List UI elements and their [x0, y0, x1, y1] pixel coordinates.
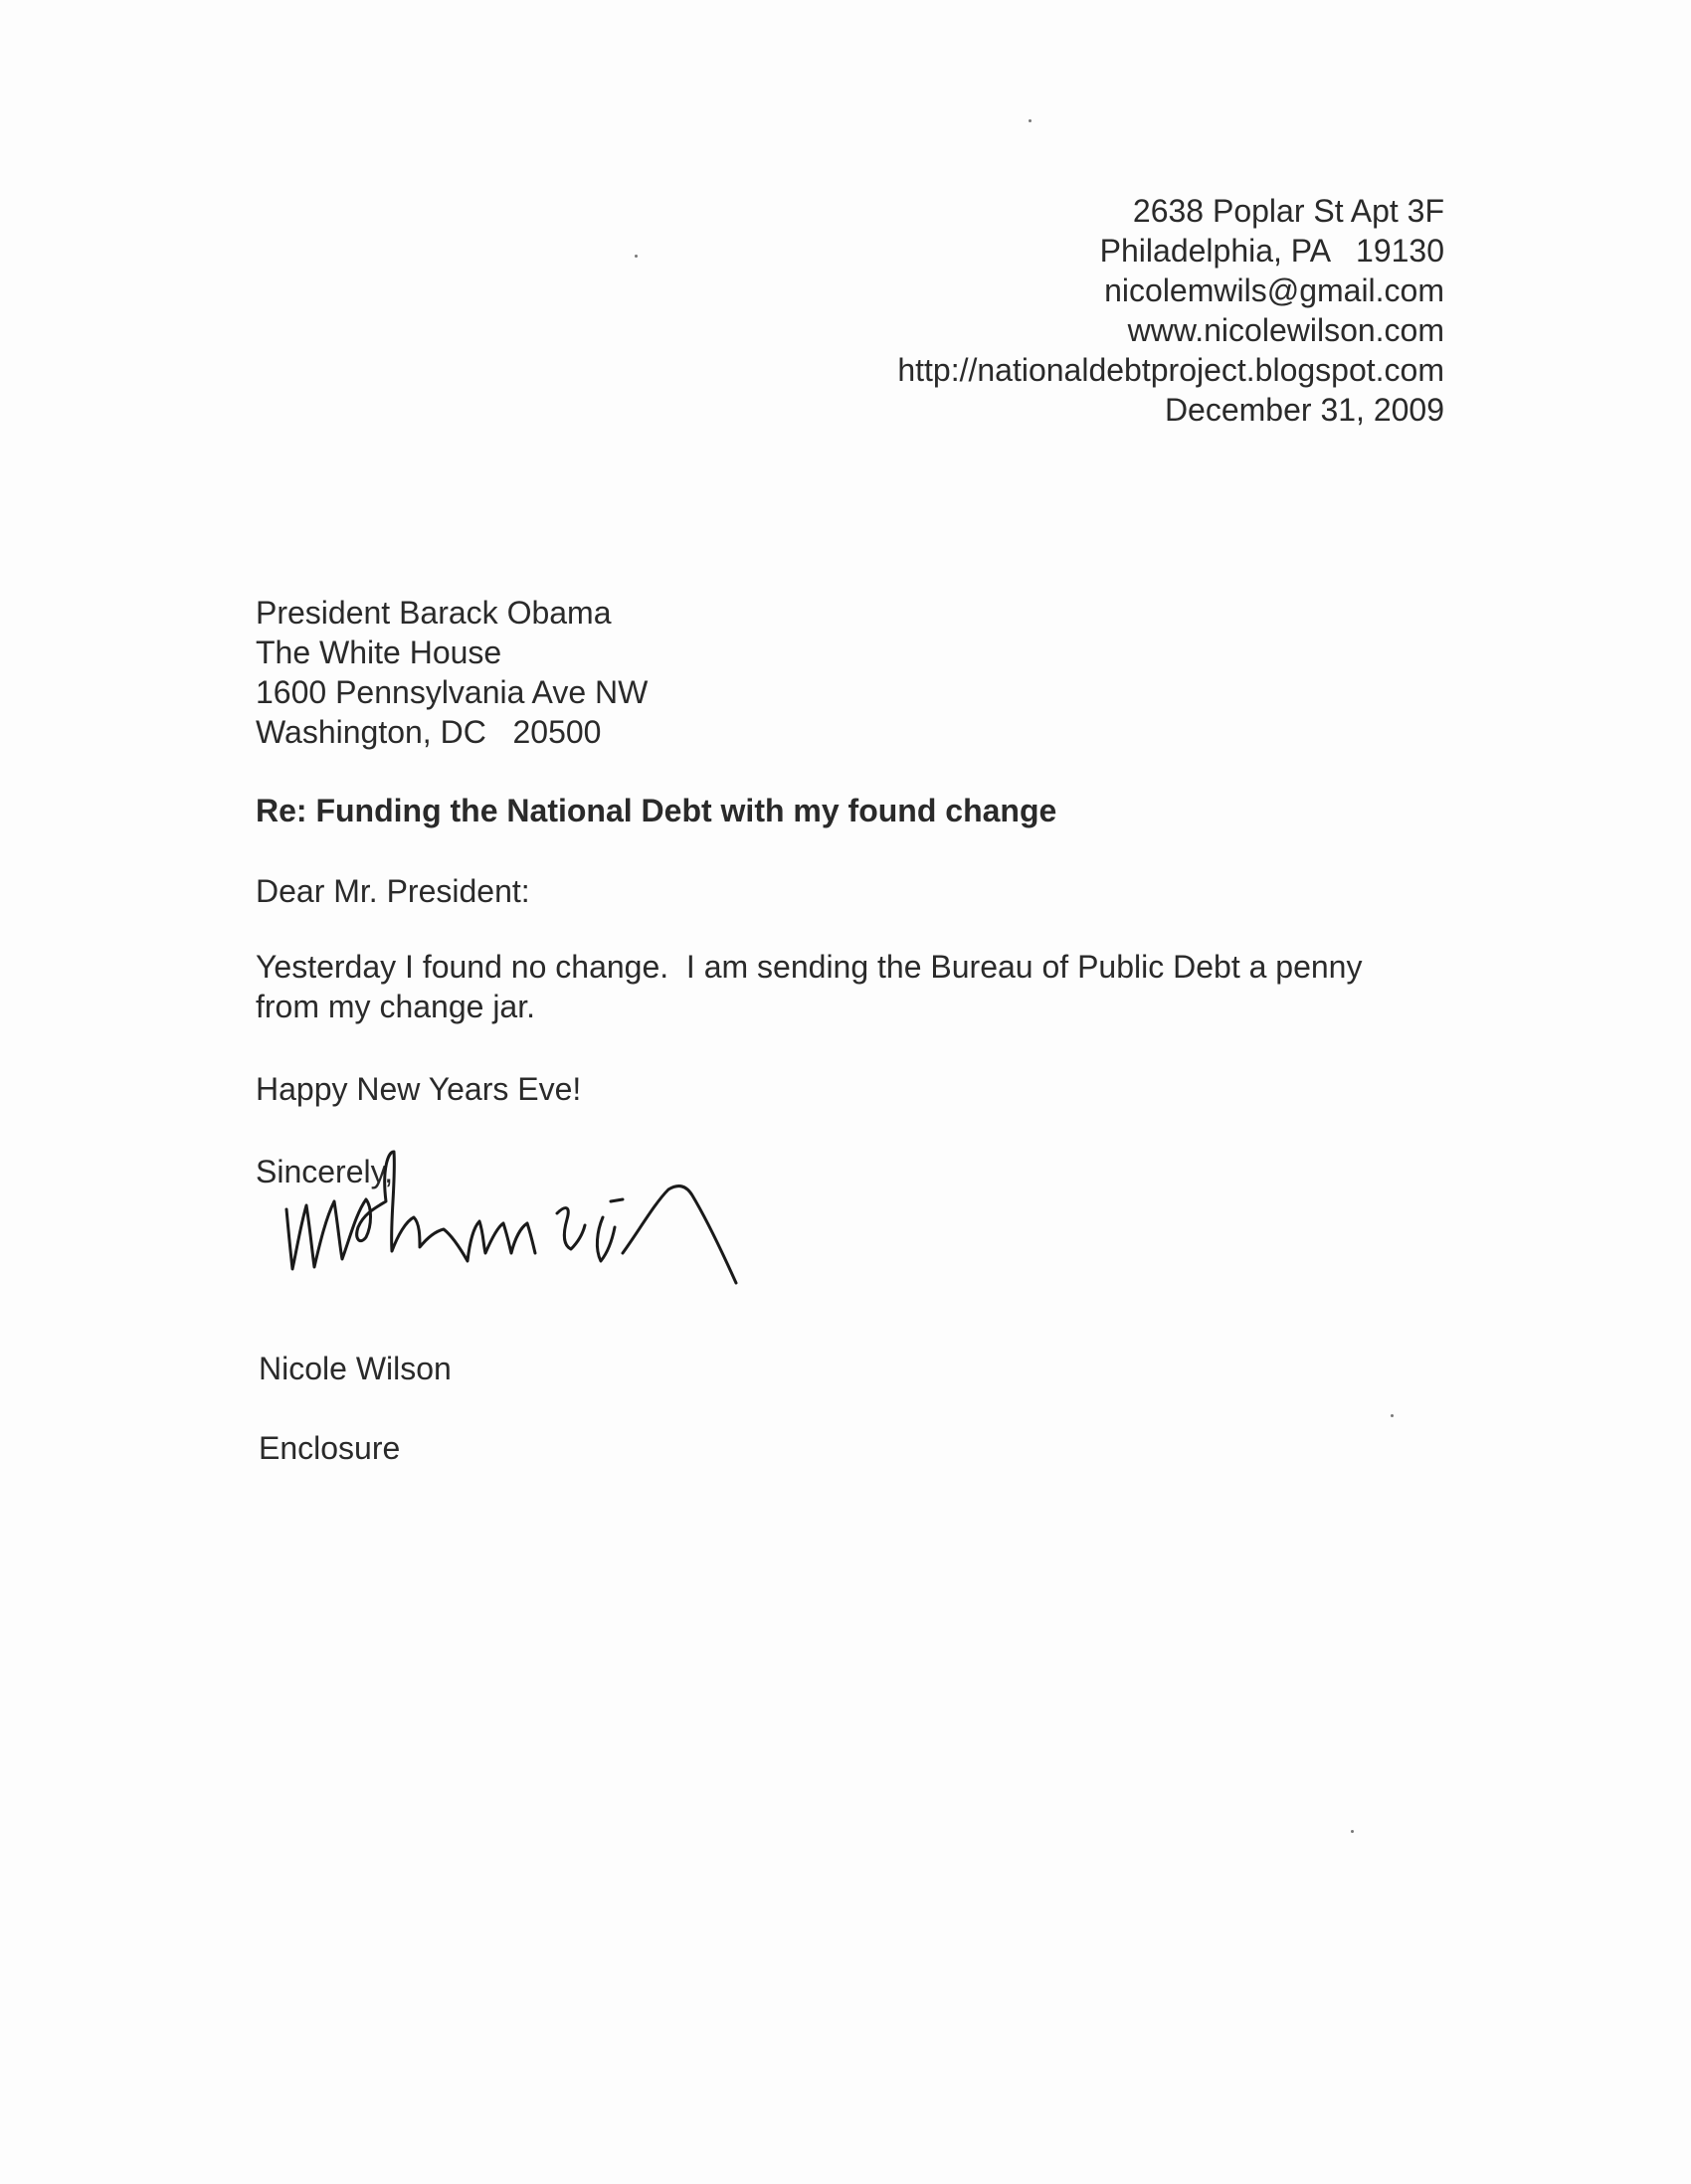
scan-speck — [635, 255, 638, 258]
sender-address-line1: 2638 Poplar St Apt 3F — [1132, 193, 1444, 229]
recipient-block — [256, 593, 648, 752]
sender-block — [897, 191, 1444, 430]
scan-speck — [1029, 119, 1032, 122]
sender-email: nicolemwils@gmail.com — [1104, 273, 1444, 308]
sender-website: www.nicolewilson.com — [1127, 312, 1444, 348]
recipient-city-state-zip: Washington, DC 20500 — [256, 714, 602, 750]
scan-speck — [1351, 1830, 1354, 1833]
salutation: Dear Mr. President: — [256, 873, 530, 909]
body-paragraph — [256, 947, 1362, 1026]
closing-greeting: Happy New Years Eve! — [256, 1071, 582, 1107]
scan-speck — [1391, 1414, 1394, 1417]
body-line-1: Yesterday I found no change. I am sending the Bureau of Public Debt a penny — [256, 949, 1363, 985]
body-line-2: from my change jar. — [256, 989, 535, 1024]
subject-line: Re: Funding the National Debt with my found change — [256, 793, 1057, 828]
recipient-name: President Barack Obama — [256, 595, 612, 631]
sender-blog: http://nationaldebtproject.blogspot.com — [897, 352, 1444, 388]
signer-name: Nicole Wilson — [259, 1351, 452, 1386]
letter-date: December 31, 2009 — [1164, 392, 1444, 428]
recipient-organization: The White House — [256, 635, 502, 670]
sender-address-line2: Philadelphia, PA 19130 — [1099, 233, 1444, 269]
enclosure-note: Enclosure — [259, 1430, 401, 1466]
handwritten-signature — [269, 1142, 865, 1301]
complimentary-close: Sincerely, — [256, 1154, 394, 1189]
recipient-street: 1600 Pennsylvania Ave NW — [256, 674, 649, 710]
